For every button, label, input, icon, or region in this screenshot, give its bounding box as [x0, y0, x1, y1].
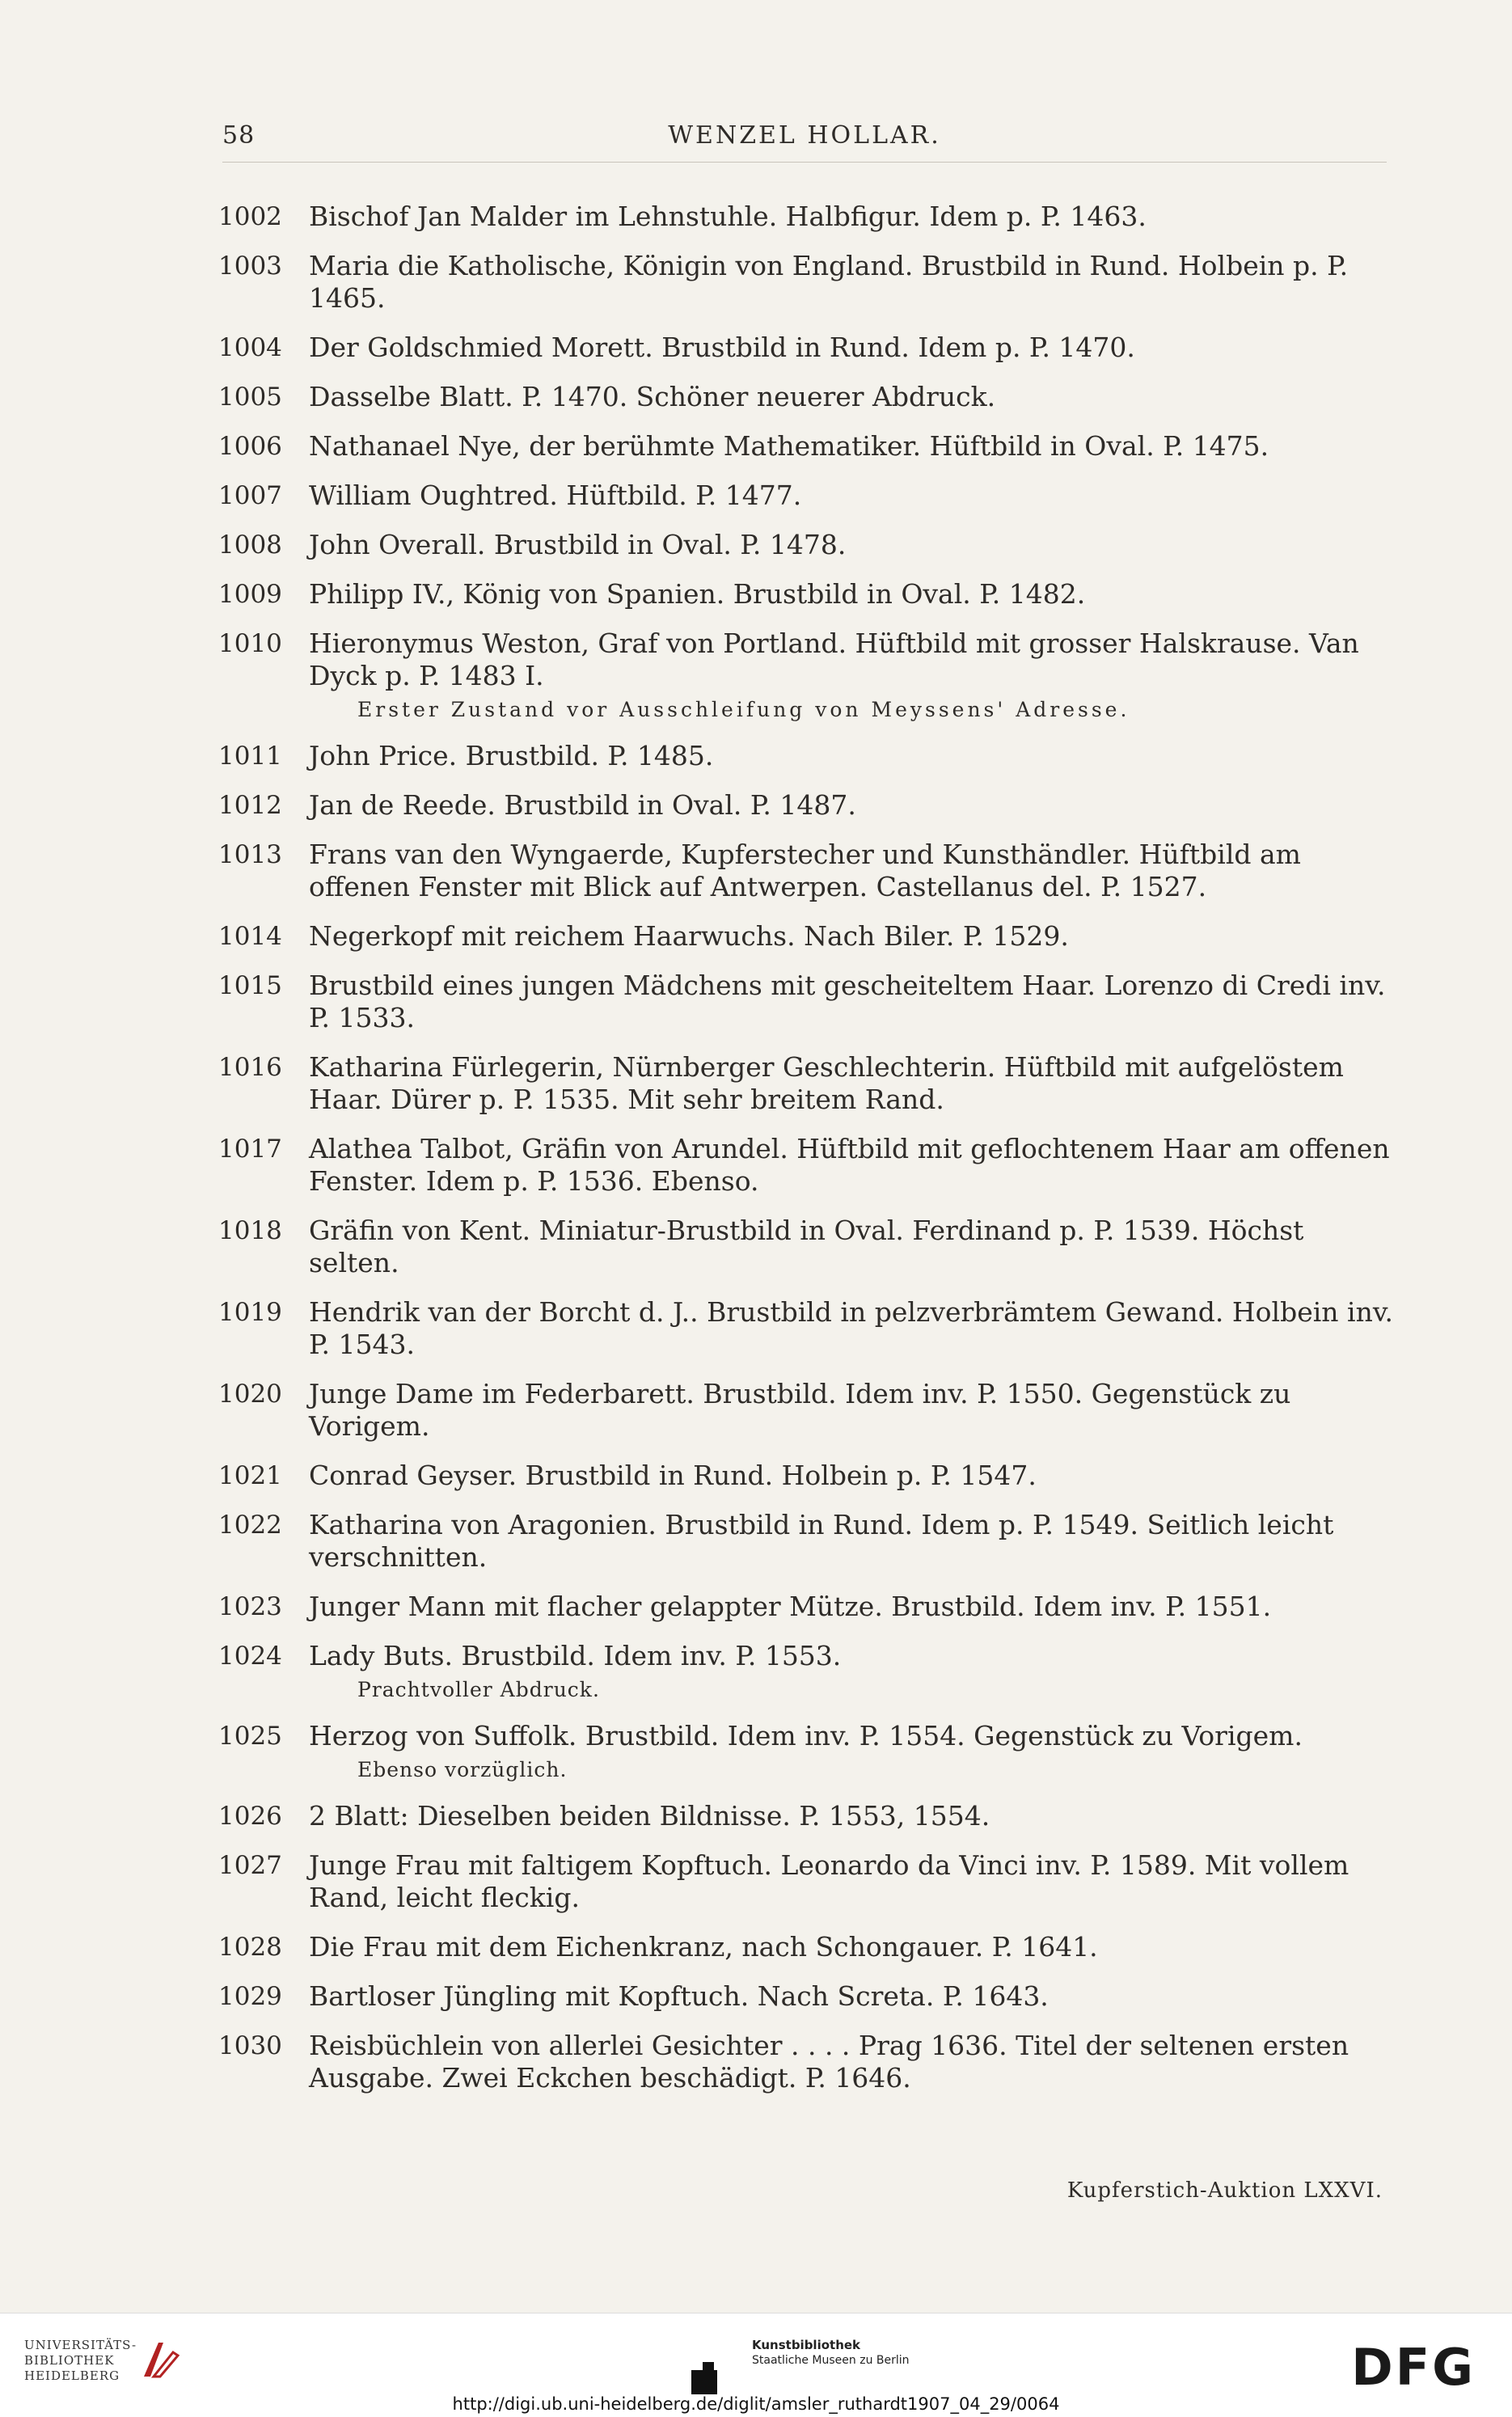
- entry-number: 1003: [218, 251, 282, 281]
- entry-number: 1006: [218, 432, 282, 461]
- catalog-entry: [218, 2030, 1399, 2094]
- catalog-entry: [218, 627, 1399, 723]
- entry-description: Negerkopf mit reichem Haarwuchs. Nach Biler. P. 1529.: [309, 920, 1069, 952]
- catalog-entry: [218, 920, 1399, 953]
- entry-number: 1025: [218, 1722, 282, 1751]
- page-number: 58: [222, 121, 256, 150]
- university-line: HEIDELBERG: [24, 2368, 120, 2383]
- entry-number: 1017: [218, 1135, 282, 1164]
- university-line: UNIVERSITÄTS-: [24, 2338, 137, 2352]
- entry-description: Die Frau mit dem Eichenkranz, nach Schongauer. P. 1641.: [309, 1931, 1098, 1963]
- catalog-entry: [218, 480, 1399, 512]
- library-subtitle: Staatliche Museen zu Berlin: [752, 2354, 910, 2367]
- entry-description: Junger Mann mit flacher gelappter Mütze. Brustbild. Idem inv. P. 1551.: [309, 1591, 1272, 1622]
- entry-description: Frans van den Wyngaerde, Kupferstecher und Kunsthändler. Hüftbild am offenen Fenster mit Blick auf Antwerpen. Castellanus del. P. 1527.: [309, 839, 1301, 902]
- catalog-entry: [218, 970, 1399, 1034]
- signature-mark: Kupferstich-Auktion LXXVI.: [1066, 2178, 1383, 2203]
- entry-number: 1011: [218, 742, 282, 771]
- catalog-entry: [218, 529, 1399, 561]
- university-logo-icon: [136, 2336, 184, 2385]
- entry-description: Jan de Reede. Brustbild in Oval. P. 1487.: [309, 789, 856, 821]
- entry-number: 1019: [218, 1298, 282, 1327]
- catalog-entry: [218, 1849, 1399, 1914]
- entry-description: Philipp IV., König von Spanien. Brustbild in Oval. P. 1482.: [309, 578, 1086, 610]
- entry-description: Dasselbe Blatt. P. 1470. Schöner neuerer Abdruck.: [309, 381, 996, 412]
- entry-number: 1004: [218, 333, 282, 362]
- entry-number: 1012: [218, 791, 282, 820]
- entry-number: 1016: [218, 1053, 282, 1082]
- entry-number: 1028: [218, 1933, 282, 1962]
- entry-number: 1027: [218, 1851, 282, 1880]
- entry-number: 1013: [218, 840, 282, 869]
- entry-description: Katharina von Aragonien. Brustbild in Rund. Idem p. P. 1549. Seitlich leicht verschnitten.: [309, 1509, 1334, 1573]
- entry-number: 1015: [218, 971, 282, 1000]
- entry-number: 1029: [218, 1982, 282, 2011]
- running-title: WENZEL HOLLAR.: [668, 121, 941, 150]
- source-url[interactable]: http://digi.ub.uni-heidelberg.de/diglit/amsler_ruthardt1907_04_29/0064: [452, 2394, 1060, 2414]
- catalog-entry: [218, 839, 1399, 903]
- entry-description: Hieronymus Weston, Graf von Portland. Hüftbild mit grosser Halskrause. Van Dyck p. P. 1483 I.: [309, 627, 1359, 691]
- entry-description: Brustbild eines jungen Mädchens mit gescheiteltem Haar. Lorenzo di Credi inv. P. 1533.: [309, 970, 1386, 1033]
- entry-description: Gräfin von Kent. Miniatur-Brustbild in Oval. Ferdinand p. P. 1539. Höchst selten.: [309, 1215, 1304, 1278]
- entry-description: Herzog von Suffolk. Brustbild. Idem inv. P. 1554. Gegenstück zu Vorigem.: [309, 1720, 1303, 1751]
- entry-number: 1014: [218, 922, 282, 951]
- page-header: [222, 121, 1387, 163]
- catalog-entry: [218, 1460, 1399, 1492]
- entry-number: 1024: [218, 1642, 282, 1671]
- entry-number: 1007: [218, 481, 282, 510]
- entry-number: 1021: [218, 1461, 282, 1490]
- catalog-entry: [218, 201, 1399, 233]
- entry-number: 1002: [218, 202, 282, 231]
- catalog-entry: [218, 250, 1399, 315]
- entry-number: 1005: [218, 382, 282, 412]
- library-name: Kunstbibliothek: [752, 2338, 861, 2352]
- catalog-entry: [218, 1378, 1399, 1443]
- entry-description: Alathea Talbot, Gräfin von Arundel. Hüftbild mit geflochtenem Haar am offenen Fenster. Idem p. P. 1536. Ebenso.: [309, 1133, 1390, 1197]
- entry-number: 1010: [218, 629, 282, 658]
- catalog-entry: [218, 1591, 1399, 1623]
- catalog-entry: [218, 1931, 1399, 1963]
- catalog-entry: [218, 381, 1399, 413]
- catalog-entry: [218, 1509, 1399, 1574]
- entry-description: John Price. Brustbild. P. 1485.: [309, 740, 714, 771]
- entry-description: William Oughtred. Hüftbild. P. 1477.: [309, 480, 802, 511]
- entry-description: Nathanael Nye, der berühmte Mathematiker. Hüftbild in Oval. P. 1475.: [309, 430, 1269, 462]
- dfg-logo: DFG: [1351, 2338, 1476, 2397]
- entry-description: Junge Frau mit faltigem Kopftuch. Leonardo da Vinci inv. P. 1589. Mit vollem Rand, leicht fleckig.: [309, 1849, 1349, 1913]
- catalog-entries: [218, 201, 1399, 2111]
- entry-description: Hendrik van der Borcht d. J.. Brustbild in pelzverbrämtem Gewand. Holbein inv. P. 1543.: [309, 1296, 1394, 1360]
- entry-description: John Overall. Brustbild in Oval. P. 1478.: [309, 529, 847, 560]
- kunstbibliothek-logo-icon: [691, 2362, 740, 2394]
- catalog-entry: [218, 740, 1399, 772]
- digitization-bar: [0, 2313, 1512, 2417]
- entry-note: Prachtvoller Abdruck.: [357, 1678, 600, 1701]
- university-line: BIBLIOTHEK: [24, 2353, 115, 2368]
- entry-description: Conrad Geyser. Brustbild in Rund. Holbein p. P. 1547.: [309, 1460, 1037, 1491]
- entry-number: 1022: [218, 1511, 282, 1540]
- entry-number: 1026: [218, 1802, 282, 1831]
- entry-description: Maria die Katholische, Königin von England. Brustbild in Rund. Holbein p. P. 1465.: [309, 250, 1349, 314]
- entry-number: 1030: [218, 2031, 282, 2060]
- catalog-entry: [218, 1980, 1399, 2013]
- entry-number: 1023: [218, 1592, 282, 1621]
- catalog-entry: [218, 789, 1399, 822]
- entry-number: 1020: [218, 1380, 282, 1409]
- entry-description: 2 Blatt: Dieselben beiden Bildnisse. P. 1553, 1554.: [309, 1800, 990, 1832]
- entry-note: Ebenso vorzüglich.: [357, 1758, 568, 1781]
- catalog-entry: [218, 1133, 1399, 1198]
- entry-number: 1008: [218, 530, 282, 560]
- catalog-entry: [218, 1215, 1399, 1279]
- catalog-entry: [218, 578, 1399, 611]
- catalog-entry: [218, 430, 1399, 463]
- catalog-entry: [218, 332, 1399, 364]
- entry-description: Junge Dame im Federbarett. Brustbild. Idem inv. P. 1550. Gegenstück zu Vorigem.: [309, 1378, 1291, 1442]
- catalog-entry: [218, 1051, 1399, 1116]
- entry-description: Reisbüchlein von allerlei Gesichter . . . . Prag 1636. Titel der seltenen ersten Ausgabe. Zwei Eckchen beschädigt. P. 1646.: [309, 2030, 1349, 2094]
- catalog-entry: [218, 1800, 1399, 1832]
- entry-number: 1009: [218, 580, 282, 609]
- entry-description: Der Goldschmied Morett. Brustbild in Rund. Idem p. P. 1470.: [309, 332, 1135, 363]
- entry-description: Bischof Jan Malder im Lehnstuhle. Halbfigur. Idem p. P. 1463.: [309, 201, 1147, 232]
- entry-number: 1018: [218, 1216, 282, 1245]
- entry-note: Erster Zustand vor Ausschleifung von Meyssens' Adresse.: [357, 698, 1130, 721]
- entry-description: Lady Buts. Brustbild. Idem inv. P. 1553.: [309, 1640, 842, 1671]
- university-library-name: [24, 2338, 137, 2384]
- entry-description: Bartloser Jüngling mit Kopftuch. Nach Screta. P. 1643.: [309, 1980, 1049, 2012]
- catalog-entry: [218, 1296, 1399, 1361]
- kunstbibliothek-label: [752, 2338, 910, 2368]
- entry-description: Katharina Fürlegerin, Nürnberger Geschlechterin. Hüftbild mit aufgelöstem Haar. Dürer p. P. 1535. Mit sehr breitem Rand.: [309, 1051, 1344, 1115]
- catalog-entry: [218, 1640, 1399, 1703]
- catalog-entry: [218, 1720, 1399, 1783]
